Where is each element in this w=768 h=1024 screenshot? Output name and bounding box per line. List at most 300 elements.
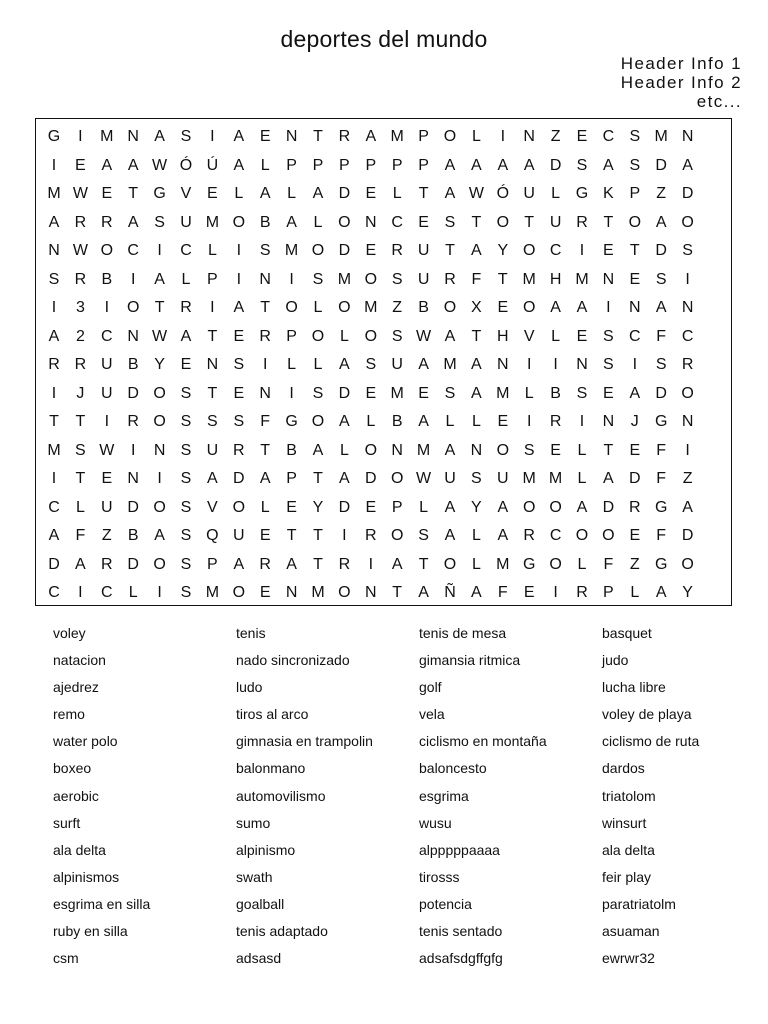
grid-letter: A (154, 270, 165, 288)
grid-letter: S (391, 327, 403, 345)
grid-letter: A (339, 356, 350, 373)
grid-letter: A (444, 441, 456, 459)
grid-letter: R (576, 213, 588, 231)
grid-letter: F (75, 527, 86, 544)
grid-letter: M (390, 384, 404, 402)
grid-letter: L (551, 327, 561, 345)
word-item: baloncesto (419, 760, 487, 777)
grid-letter: G (522, 555, 536, 573)
grid-letter: O (338, 584, 351, 601)
grid-letter: S (444, 213, 456, 231)
grid-letter: S (444, 384, 456, 402)
grid-letter: R (259, 327, 271, 345)
grid-letter: M (47, 185, 61, 202)
grid-letter: N (523, 128, 535, 145)
grid-letter: B (391, 413, 403, 430)
grid-letter: W (99, 441, 115, 459)
grid-letter: V (207, 498, 218, 516)
grid-letter: O (496, 441, 510, 459)
grid-letter: B (550, 384, 561, 402)
grid-letter: I (579, 242, 585, 259)
grid-letter: R (101, 213, 113, 231)
grid-letter: A (207, 470, 218, 487)
grid-letter: A (48, 527, 60, 544)
grid-letter: S (180, 470, 192, 487)
word-item: tiros al arco (236, 706, 309, 723)
grid-letter: S (655, 356, 667, 373)
grid-letter: W (152, 156, 168, 174)
grid-letter: I (553, 356, 558, 373)
grid-letter: C (180, 242, 192, 259)
word-item: tenis adaptado (236, 923, 328, 940)
grid-letter: R (549, 413, 562, 430)
grid-letter: P (418, 128, 429, 145)
grid-letter: S (603, 356, 614, 373)
grid-letter: R (444, 270, 456, 288)
grid-letter: Y (471, 498, 482, 516)
grid-letter: P (603, 584, 614, 601)
grid-letter: I (236, 242, 242, 259)
grid-letter: O (338, 299, 351, 316)
word-item: automovilismo (236, 787, 326, 804)
grid-letter: X (471, 299, 482, 316)
grid-letter: E (497, 413, 509, 430)
grid-letter: A (154, 527, 165, 544)
grid-letter: I (553, 584, 558, 601)
word-column (419, 620, 547, 972)
grid-letter: U (101, 356, 113, 373)
grid-letter: S (180, 128, 192, 145)
grid-letter: L (234, 185, 244, 202)
grid-letter: O (153, 555, 166, 573)
grid-letter: A (471, 584, 482, 601)
grid-letter: A (682, 156, 693, 174)
grid-letter: I (78, 584, 83, 601)
grid-letter: N (127, 327, 139, 345)
grid-letter: A (233, 555, 245, 573)
grid-letter: S (576, 156, 588, 174)
grid-row (36, 379, 731, 408)
grid-letter: P (391, 498, 403, 516)
grid-letter: N (153, 441, 166, 459)
word-item: lucha libre (602, 679, 666, 696)
grid-letter: D (655, 384, 667, 402)
grid-letter: N (681, 299, 694, 316)
word-item: water polo (53, 733, 118, 750)
grid-letter: P (418, 156, 429, 174)
grid-letter: L (181, 270, 191, 288)
grid-letter: T (207, 384, 218, 402)
grid-letter: A (497, 527, 509, 544)
grid-letter: E (101, 470, 113, 487)
grid-letter: P (286, 470, 297, 487)
grid-letter: L (339, 441, 349, 459)
grid-letter: E (207, 185, 218, 202)
word-item: paratriatolm (602, 895, 676, 912)
word-item: potencia (419, 895, 472, 912)
grid-letter: U (417, 270, 430, 288)
word-column (602, 620, 699, 972)
grid-letter: T (418, 555, 429, 573)
grid-letter: A (629, 384, 641, 402)
grid-letter: T (471, 213, 482, 231)
grid-letter: T (603, 213, 614, 231)
grid-letter: I (289, 270, 294, 288)
grid-letter: M (205, 213, 220, 231)
word-item: natacion (53, 652, 106, 669)
grid-letter: L (630, 584, 640, 601)
grid-letter: O (522, 498, 536, 516)
grid-letter: A (233, 156, 245, 174)
grid-letter: L (471, 555, 481, 573)
grid-letter: I (210, 128, 215, 145)
word-item: remo (53, 706, 85, 723)
grid-letter: L (260, 498, 270, 516)
grid-row (36, 208, 731, 237)
grid-letter: M (416, 441, 431, 459)
grid-letter: A (444, 327, 456, 345)
grid-letter: T (260, 441, 271, 459)
grid-letter: S (603, 327, 614, 345)
grid-letter: L (419, 498, 429, 516)
grid-letter: H (497, 327, 509, 345)
grid-letter: E (603, 384, 614, 402)
grid-letter: U (391, 356, 403, 373)
grid-letter: V (523, 327, 535, 345)
grid-letter: A (75, 555, 86, 573)
word-item: tenis (236, 625, 266, 641)
grid-letter: L (577, 555, 587, 573)
grid-letter: Z (550, 128, 561, 145)
word-item: winsurt (602, 814, 647, 831)
grid-letter: C (602, 128, 615, 145)
grid-letter: I (104, 299, 110, 316)
grid-letter: T (313, 128, 323, 145)
grid-row (36, 407, 731, 436)
grid-letter: Z (629, 555, 640, 573)
grid-letter: C (48, 584, 60, 601)
grid-letter: O (681, 213, 694, 231)
grid-letter: I (342, 527, 347, 544)
grid-letter: Ó (179, 156, 193, 174)
grid-letter: I (579, 413, 585, 430)
grid-letter: R (74, 213, 87, 231)
grid-letter: O (285, 299, 298, 316)
grid-letter: S (180, 555, 192, 573)
grid-letter: O (496, 213, 510, 231)
grid-letter: S (180, 384, 192, 402)
grid-letter: P (207, 270, 218, 288)
grid-letter: S (233, 356, 245, 373)
grid-letter: M (100, 128, 114, 145)
grid-letter: A (655, 299, 667, 316)
grid-letter: A (497, 156, 509, 174)
grid-letter: D (48, 555, 60, 573)
grid-letter: E (365, 498, 377, 516)
grid-letter: E (101, 185, 113, 202)
grid-letter: N (365, 213, 377, 231)
grid-letter: A (418, 413, 429, 430)
grid-letter: I (632, 356, 638, 373)
grid-letter: I (157, 584, 162, 601)
grid-letter: E (365, 384, 377, 402)
grid-letter: A (312, 441, 324, 459)
grid-letter: E (603, 242, 614, 259)
grid-letter: A (339, 470, 350, 487)
grid-letter: S (365, 356, 377, 373)
grid-letter: R (74, 356, 87, 373)
grid-letter: N (285, 128, 298, 145)
grid-letter: D (655, 242, 667, 259)
grid-letter: A (523, 156, 535, 174)
grid-letter: C (101, 327, 113, 345)
grid-letter: W (468, 185, 484, 202)
grid-letter: E (576, 327, 588, 345)
grid-letter: Q (206, 527, 219, 544)
grid-letter: L (339, 327, 349, 345)
grid-letter: I (157, 242, 162, 259)
grid-letter: S (48, 270, 60, 288)
word-item: voley (53, 625, 86, 641)
grid-letter: A (444, 527, 456, 544)
grid-letter: L (392, 185, 402, 202)
grid-letter: T (524, 213, 535, 231)
grid-letter: T (128, 185, 139, 202)
grid-letter: U (523, 185, 535, 202)
grid-letter: L (471, 128, 481, 145)
grid-letter: D (338, 242, 351, 259)
grid-letter: Z (656, 185, 667, 202)
grid-letter: A (471, 156, 482, 174)
grid-letter: M (205, 584, 220, 601)
grid-row (36, 493, 731, 522)
grid-letter: A (391, 555, 403, 573)
grid-row (36, 578, 731, 607)
header-info-line: Header Info 2 (620, 73, 742, 92)
grid-letter: N (285, 584, 298, 601)
grid-letter: B (101, 270, 113, 288)
grid-letter: C (629, 327, 641, 345)
grid-letter: D (681, 185, 694, 202)
grid-letter: J (630, 413, 639, 430)
grid-letter: A (471, 384, 482, 402)
grid-letter: I (130, 270, 136, 288)
word-item: ludo (236, 679, 263, 696)
grid-letter: M (522, 270, 536, 288)
grid-letter: C (391, 213, 403, 231)
grid-letter: R (48, 356, 60, 373)
grid-letter: L (287, 185, 297, 202)
grid-letter: U (101, 384, 113, 402)
grid-letter: T (75, 470, 86, 487)
word-item: ruby en silla (53, 923, 128, 940)
word-item: alpinismo (236, 841, 296, 858)
grid-letter: A (550, 299, 561, 316)
grid-letter: A (259, 185, 271, 202)
grid-letter: N (206, 356, 219, 373)
word-item: feir play (602, 868, 652, 885)
word-item: ala delta (602, 841, 655, 858)
grid-letter: A (444, 156, 456, 174)
grid-letter: I (236, 270, 242, 288)
grid-letter: A (655, 584, 667, 601)
grid-letter: O (602, 527, 615, 544)
grid-letter: N (629, 299, 641, 316)
grid-letter: G (654, 555, 668, 573)
grid-letter: M (496, 384, 510, 402)
grid-letter: W (152, 327, 168, 345)
grid-letter: P (207, 555, 218, 573)
grid-letter: M (548, 470, 563, 487)
word-item: aerobic (53, 787, 99, 804)
grid-letter: Y (497, 242, 509, 259)
grid-letter: D (681, 527, 694, 544)
grid-letter: A (655, 213, 667, 231)
grid-letter: P (629, 185, 641, 202)
grid-letter: I (51, 299, 57, 316)
grid-letter: B (259, 213, 271, 231)
grid-letter: M (522, 470, 536, 487)
grid-row (36, 122, 731, 151)
grid-letter: L (287, 356, 297, 373)
grid-letter: U (497, 470, 509, 487)
grid-letter: U (444, 470, 456, 487)
grid-letter: S (418, 527, 429, 544)
grid-letter: S (391, 270, 403, 288)
grid-letter: N (576, 356, 588, 373)
word-item: golf (419, 679, 442, 696)
grid-letter: A (497, 498, 509, 516)
grid-letter: S (180, 413, 192, 430)
grid-row (36, 436, 731, 465)
grid-letter: L (128, 584, 138, 601)
grid-letter: S (576, 384, 588, 402)
grid-letter: O (364, 327, 378, 345)
grid-letter: D (338, 384, 351, 402)
grid-letter: C (681, 327, 694, 345)
grid-letter: E (233, 327, 245, 345)
word-item: ala delta (53, 841, 106, 858)
grid-letter: O (628, 213, 642, 231)
grid-letter: I (51, 470, 57, 487)
grid-letter: I (51, 156, 57, 174)
grid-letter: N (127, 470, 139, 487)
grid-letter: T (445, 242, 455, 259)
grid-letter: A (180, 327, 192, 345)
grid-letter: E (629, 527, 641, 544)
grid-letter: A (312, 185, 324, 202)
grid-letter: M (443, 356, 457, 373)
grid-letter: T (207, 327, 218, 345)
grid-letter: I (262, 356, 268, 373)
grid-letter: A (603, 470, 614, 487)
grid-letter: N (391, 441, 403, 459)
grid-letter: I (51, 384, 57, 402)
word-item: swath (236, 868, 273, 885)
grid-letter: E (497, 299, 509, 316)
grid-letter: A (48, 213, 60, 231)
grid-letter: T (313, 555, 323, 573)
grid-row (36, 350, 731, 379)
grid-letter: T (471, 327, 482, 345)
grid-letter: O (522, 242, 536, 259)
grid-row (36, 293, 731, 322)
grid-letter: O (311, 242, 325, 259)
grid-letter: S (312, 270, 324, 288)
grid-letter: P (286, 327, 297, 345)
grid-letter: S (629, 128, 641, 145)
grid-letter: A (127, 213, 139, 231)
grid-letter: S (259, 242, 271, 259)
grid-letter: L (471, 527, 481, 544)
grid-letter: U (233, 527, 245, 544)
grid-letter: P (391, 156, 403, 174)
word-item: asuaman (602, 923, 660, 940)
grid-letter: G (285, 413, 298, 430)
word-item: boxeo (53, 760, 92, 777)
grid-letter: A (127, 156, 139, 174)
grid-letter: C (549, 242, 562, 259)
grid-letter: O (311, 327, 325, 345)
grid-letter: U (101, 498, 113, 516)
grid-letter: I (104, 413, 110, 430)
word-item: balonmano (236, 760, 306, 777)
word-item: judo (602, 652, 629, 669)
grid-letter: I (130, 441, 136, 459)
grid-letter: D (127, 555, 139, 573)
grid-letter: B (127, 527, 139, 544)
word-item: ciclismo de ruta (602, 733, 700, 750)
grid-letter: S (180, 527, 192, 544)
grid-letter: Z (101, 527, 112, 544)
grid-letter: T (75, 413, 86, 430)
grid-letter: R (576, 584, 588, 601)
grid-letter: T (49, 413, 59, 430)
grid-letter: T (629, 242, 640, 259)
grid-letter: F (656, 327, 667, 345)
grid-letter: R (180, 299, 192, 316)
grid-letter: I (685, 441, 690, 459)
grid-letter: O (232, 498, 246, 516)
grid-letter: W (416, 470, 432, 487)
grid-letter: N (602, 270, 615, 288)
grid-letter: M (364, 299, 378, 316)
grid-letter: E (418, 384, 429, 402)
grid-letter: T (313, 470, 323, 487)
grid-letter: L (445, 413, 455, 430)
grid-letter: D (127, 384, 139, 402)
grid-letter: T (260, 299, 271, 316)
grid-letter: A (48, 327, 60, 345)
word-item: adsafsdgffgfg (419, 950, 503, 967)
grid-letter: G (153, 185, 166, 202)
word-column (236, 620, 373, 972)
grid-letter: P (339, 156, 350, 174)
grid-letter: O (681, 555, 694, 573)
grid-letter: L (207, 242, 217, 259)
grid-letter: Ó (496, 185, 510, 202)
grid-letter: N (48, 242, 60, 259)
grid-letter: O (364, 270, 378, 288)
grid-letter: W (416, 327, 432, 345)
grid-letter: O (232, 584, 246, 601)
grid-letter: O (522, 299, 536, 316)
grid-letter: U (206, 441, 219, 459)
grid-row (36, 521, 731, 550)
word-item: tirosss (419, 868, 460, 885)
grid-letter: I (157, 470, 162, 487)
grid-letter: I (526, 356, 532, 373)
